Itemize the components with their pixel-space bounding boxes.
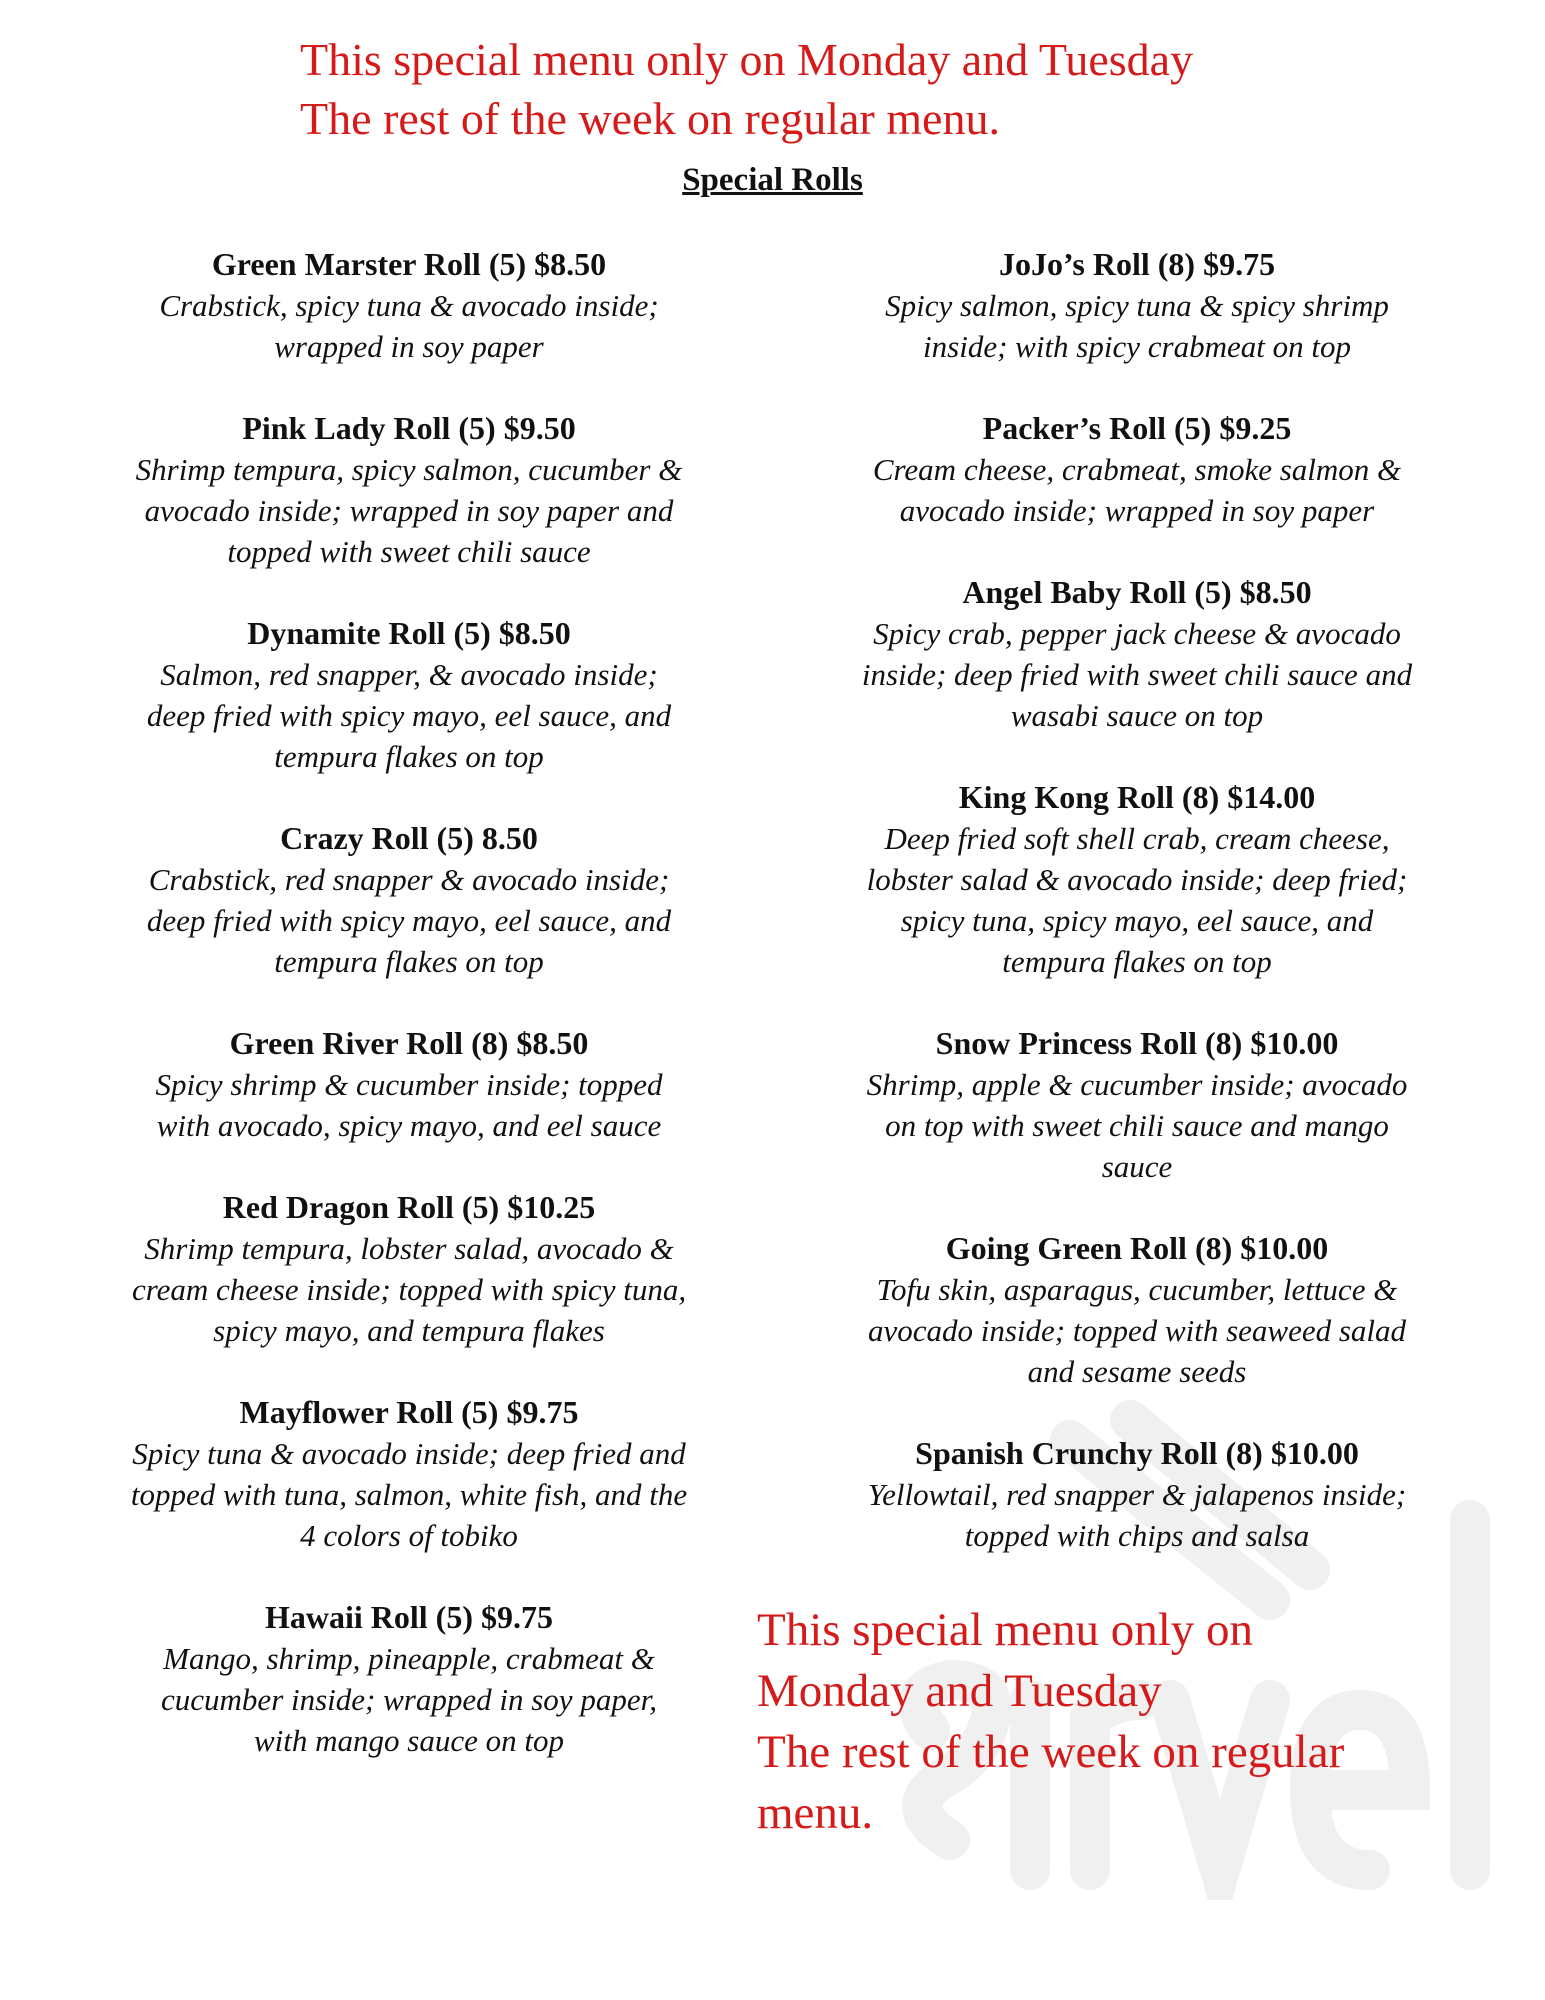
menu-item xyxy=(787,408,1487,531)
menu-item xyxy=(787,1228,1487,1392)
bottom-notice-line: Monday and Tuesday xyxy=(757,1665,1162,1717)
menu-item-description-line: and sesame seeds xyxy=(1027,1354,1247,1389)
menu-item-description-line: Cream cheese, crabmeat, smoke salmon & xyxy=(872,452,1402,487)
menu-item xyxy=(59,1023,759,1146)
menu-item-description-line: lobster salad & avocado inside; deep fried; xyxy=(866,862,1408,897)
menu-item-title: Going Green Roll (8) $10.00 xyxy=(945,1230,1329,1266)
menu-item-title: Dynamite Roll (5) $8.50 xyxy=(247,615,571,651)
menu-item-title: Snow Princess Roll (8) $10.00 xyxy=(935,1025,1339,1061)
menu-item xyxy=(787,244,1487,367)
menu-item-description-line: tempura flakes on top xyxy=(274,739,544,774)
menu-item-title: Red Dragon Roll (5) $10.25 xyxy=(222,1189,596,1225)
menu-item-description-line: deep fried with spicy mayo, eel sauce, and xyxy=(146,903,672,938)
top-notice-line: This special menu only on Monday and Tuesday xyxy=(300,34,1194,85)
bottom-notice-line: This special menu only on xyxy=(757,1604,1254,1656)
menu-item xyxy=(787,777,1487,982)
menu-item-description-line: spicy tuna, spicy mayo, eel sauce, and xyxy=(900,903,1374,938)
menu-item-description-line: Crabstick, spicy tuna & avocado inside; xyxy=(159,288,659,323)
menu-item-description-line: Shrimp tempura, spicy salmon, cucumber & xyxy=(135,452,683,487)
menu-item-description-line: avocado inside; wrapped in soy paper and xyxy=(144,493,674,528)
menu-item-description-line: cream cheese inside; topped with spicy tuna, xyxy=(131,1272,687,1307)
menu-item xyxy=(787,1023,1487,1187)
menu-item-description-line: topped with chips and salsa xyxy=(964,1518,1310,1553)
menu-item-description-line: topped with tuna, salmon, white fish, and the xyxy=(130,1477,688,1512)
menu-item-title: Packer’s Roll (5) $9.25 xyxy=(982,410,1292,446)
top-notice-line: The rest of the week on regular menu. xyxy=(300,93,1000,144)
menu-item-description-line: tempura flakes on top xyxy=(1002,944,1272,979)
menu-item-title: Green Marster Roll (5) $8.50 xyxy=(211,246,607,282)
bottom-notice xyxy=(757,1600,1344,1844)
menu-item-description-line: topped with sweet chili sauce xyxy=(227,534,591,569)
bottom-notice-line: The rest of the week on regular xyxy=(757,1726,1345,1778)
menu-item-description-line: avocado inside; wrapped in soy paper xyxy=(899,493,1375,528)
bottom-notice-line: menu. xyxy=(757,1787,874,1839)
menu-item xyxy=(787,1433,1487,1556)
menu-item-title: Crazy Roll (5) 8.50 xyxy=(280,820,538,856)
menu-item-description-line: Crabstick, red snapper & avocado inside; xyxy=(148,862,670,897)
menu-item-description-line: sauce xyxy=(1101,1149,1173,1184)
menu-item xyxy=(59,613,759,777)
menu-item-description-line: Tofu skin, asparagus, cucumber, lettuce & xyxy=(876,1272,1398,1307)
menu-item-title: Pink Lady Roll (5) $9.50 xyxy=(242,410,576,446)
menu-item xyxy=(59,1392,759,1556)
menu-item-description-line: spicy mayo, and tempura flakes xyxy=(213,1313,605,1348)
menu-item-description-line: 4 colors of tobiko xyxy=(300,1518,518,1553)
menu-item xyxy=(59,818,759,982)
menu-item-description-line: Spicy shrimp & cucumber inside; topped xyxy=(155,1067,663,1102)
menu-item-description-line: tempura flakes on top xyxy=(274,944,544,979)
menu-item-title: Mayflower Roll (5) $9.75 xyxy=(239,1394,579,1430)
right-column xyxy=(787,244,1487,1597)
menu-item xyxy=(787,572,1487,736)
menu-item xyxy=(59,1597,759,1761)
menu-item-description-line: with mango sauce on top xyxy=(254,1723,564,1758)
menu-item-description-line: wrapped in soy paper xyxy=(274,329,544,364)
menu-item-description-line: inside; deep fried with sweet chili sauce and xyxy=(861,657,1413,692)
menu-item-title: King Kong Roll (8) $14.00 xyxy=(958,779,1316,815)
menu-item-description-line: wasabi sauce on top xyxy=(1010,698,1264,733)
section-heading: Special Rolls xyxy=(682,162,863,198)
menu-item-description-line: Spicy tuna & avocado inside; deep fried and xyxy=(132,1436,686,1471)
top-notice xyxy=(300,30,1193,148)
menu-item-description-line: deep fried with spicy mayo, eel sauce, and xyxy=(146,698,672,733)
menu-item-description-line: Yellowtail, red snapper & jalapenos inside; xyxy=(867,1477,1407,1512)
menu-item-title: Green River Roll (8) $8.50 xyxy=(229,1025,589,1061)
menu-item-description-line: Deep fried soft shell crab, cream cheese, xyxy=(884,821,1390,856)
menu-item-title: Angel Baby Roll (5) $8.50 xyxy=(962,574,1312,610)
menu-item-description-line: with avocado, spicy mayo, and eel sauce xyxy=(156,1108,662,1143)
menu-item-description-line: Spicy salmon, spicy tuna & spicy shrimp xyxy=(885,288,1389,323)
menu-item-description-line: Shrimp, apple & cucumber inside; avocado xyxy=(866,1067,1408,1102)
left-column xyxy=(59,244,759,1802)
menu-item-description-line: Spicy crab, pepper jack cheese & avocado xyxy=(873,616,1401,651)
menu-item xyxy=(59,408,759,572)
menu-item-description-line: Salmon, red snapper, & avocado inside; xyxy=(160,657,658,692)
menu-item-description-line: avocado inside; topped with seaweed salad xyxy=(867,1313,1407,1348)
menu-item xyxy=(59,1187,759,1351)
menu-item-title: Spanish Crunchy Roll (8) $10.00 xyxy=(915,1435,1359,1471)
menu-item-description-line: Mango, shrimp, pineapple, crabmeat & xyxy=(163,1641,655,1676)
menu-item xyxy=(59,244,759,367)
menu-item-description-line: inside; with spicy crabmeat on top xyxy=(923,329,1351,364)
menu-item-description-line: Shrimp tempura, lobster salad, avocado & xyxy=(144,1231,674,1266)
menu-item-description-line: on top with sweet chili sauce and mango xyxy=(885,1108,1389,1143)
menu-item-title: JoJo’s Roll (8) $9.75 xyxy=(998,246,1276,282)
menu-item-title: Hawaii Roll (5) $9.75 xyxy=(265,1599,553,1635)
menu-item-description-line: cucumber inside; wrapped in soy paper, xyxy=(161,1682,657,1717)
